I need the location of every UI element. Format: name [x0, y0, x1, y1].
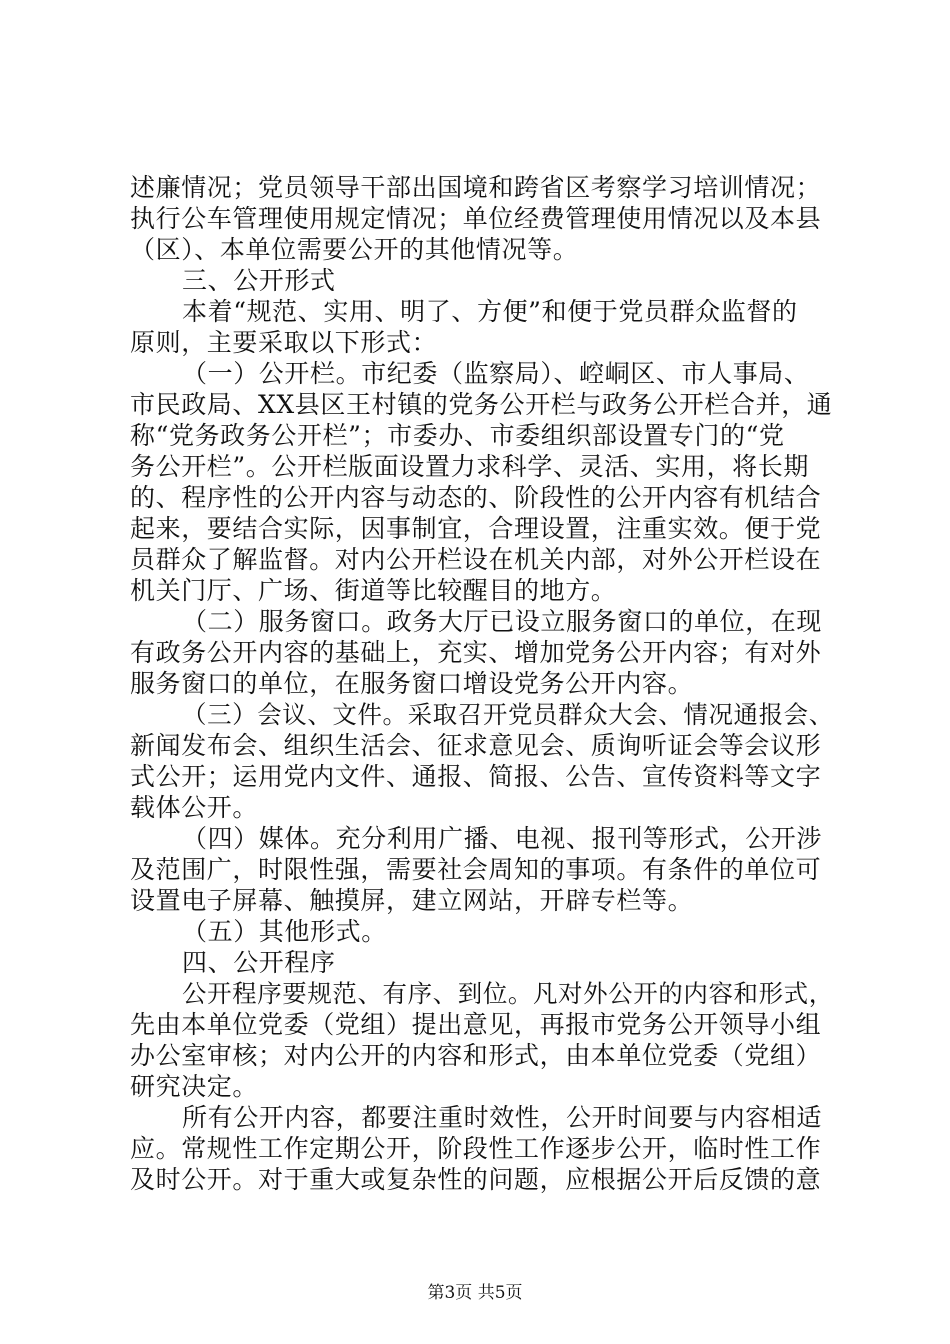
text-line: （二）服务窗口。政务大厅已设立服务窗口的单位，在现 [182, 607, 823, 636]
text-line: 四、公开程序 [182, 948, 336, 977]
text-line: 的、程序性的公开内容与动态的、阶段性的公开内容有机结合 [130, 483, 822, 512]
text-line: 载体公开。 [130, 793, 259, 822]
text-line: 式公开；运用党内文件、通报、简报、公告、宣传资料等文字 [130, 762, 822, 791]
text-line: 市民政局、XX县区王村镇的党务公开栏与政务公开栏合并，通 [130, 390, 833, 419]
text-line: 述廉情况；党员领导干部出国境和跨省区考察学习培训情况； [130, 173, 822, 202]
document-body [130, 172, 832, 1195]
text-line: 及范围广，时限性强，需要社会周知的事项。有条件的单位可 [130, 855, 822, 884]
text-line: 所有公开内容，都要注重时效性，公开时间要与内容相适 [182, 1103, 823, 1132]
text-line: 员群众了解监督。对内公开栏设在机关内部，对外公开栏设在 [130, 545, 822, 574]
text-line: 本着“规范、实用、明了、方便”和便于党员群众监督的 [182, 297, 798, 326]
text-line: 先由本单位党委（党组）提出意见，再报市党务公开领导小组 [130, 1010, 822, 1039]
text-line: 办公室审核；对内公开的内容和形式，由本单位党委（党组） [130, 1041, 822, 1070]
text-line: （五）其他形式。 [182, 917, 387, 946]
text-line: 有政务公开内容的基础上，充实、增加党务公开内容；有对外 [130, 638, 822, 667]
text-line: （三）会议、文件。采取召开党员群众大会、情况通报会、 [182, 700, 834, 729]
text-line: 研究决定。 [130, 1072, 259, 1101]
text-line: （四）媒体。充分利用广播、电视、报刊等形式，公开涉 [182, 824, 823, 853]
text-line: 三、公开形式 [182, 266, 336, 295]
text-line: 设置电子屏幕、触摸屏，建立网站，开辟专栏等。 [130, 886, 694, 915]
page-number-label: 第3页 共5页 [427, 1283, 523, 1303]
text-line: 应。常规性工作定期公开，阶段性工作逐步公开，临时性工作 [130, 1134, 822, 1163]
page-footer [0, 1282, 950, 1304]
text-line: （一）公开栏。市纪委（监察局）、崆峒区、市人事局、 [182, 359, 810, 388]
text-line: 公开程序要规范、有序、到位。凡对外公开的内容和形式， [182, 979, 834, 1008]
text-line: 称“党务政务公开栏”；市委办、市委组织部设置专门的“党 [130, 421, 785, 450]
text-line: 机关门厅、广场、街道等比较醒目的地方。 [130, 576, 617, 605]
text-line: 务公开栏”。公开栏版面设置力求科学、灵活、实用，将长期 [130, 452, 809, 481]
text-line: 起来，要结合实际，因事制宜，合理设置，注重实效。便于党 [130, 514, 822, 543]
text-line: （区）、本单位需要公开的其他情况等。 [130, 235, 579, 264]
text-line: 服务窗口的单位，在服务窗口增设党务公开内容。 [130, 669, 694, 698]
text-line: 新闻发布会、组织生活会、征求意见会、质询听证会等会议形 [130, 731, 822, 760]
text-line: 原则，主要采取以下形式： [130, 328, 438, 357]
text-line: 及时公开。对于重大或复杂性的问题，应根据公开后反馈的意 [130, 1165, 822, 1194]
text-line: 执行公车管理使用规定情况；单位经费管理使用情况以及本县 [130, 204, 822, 233]
